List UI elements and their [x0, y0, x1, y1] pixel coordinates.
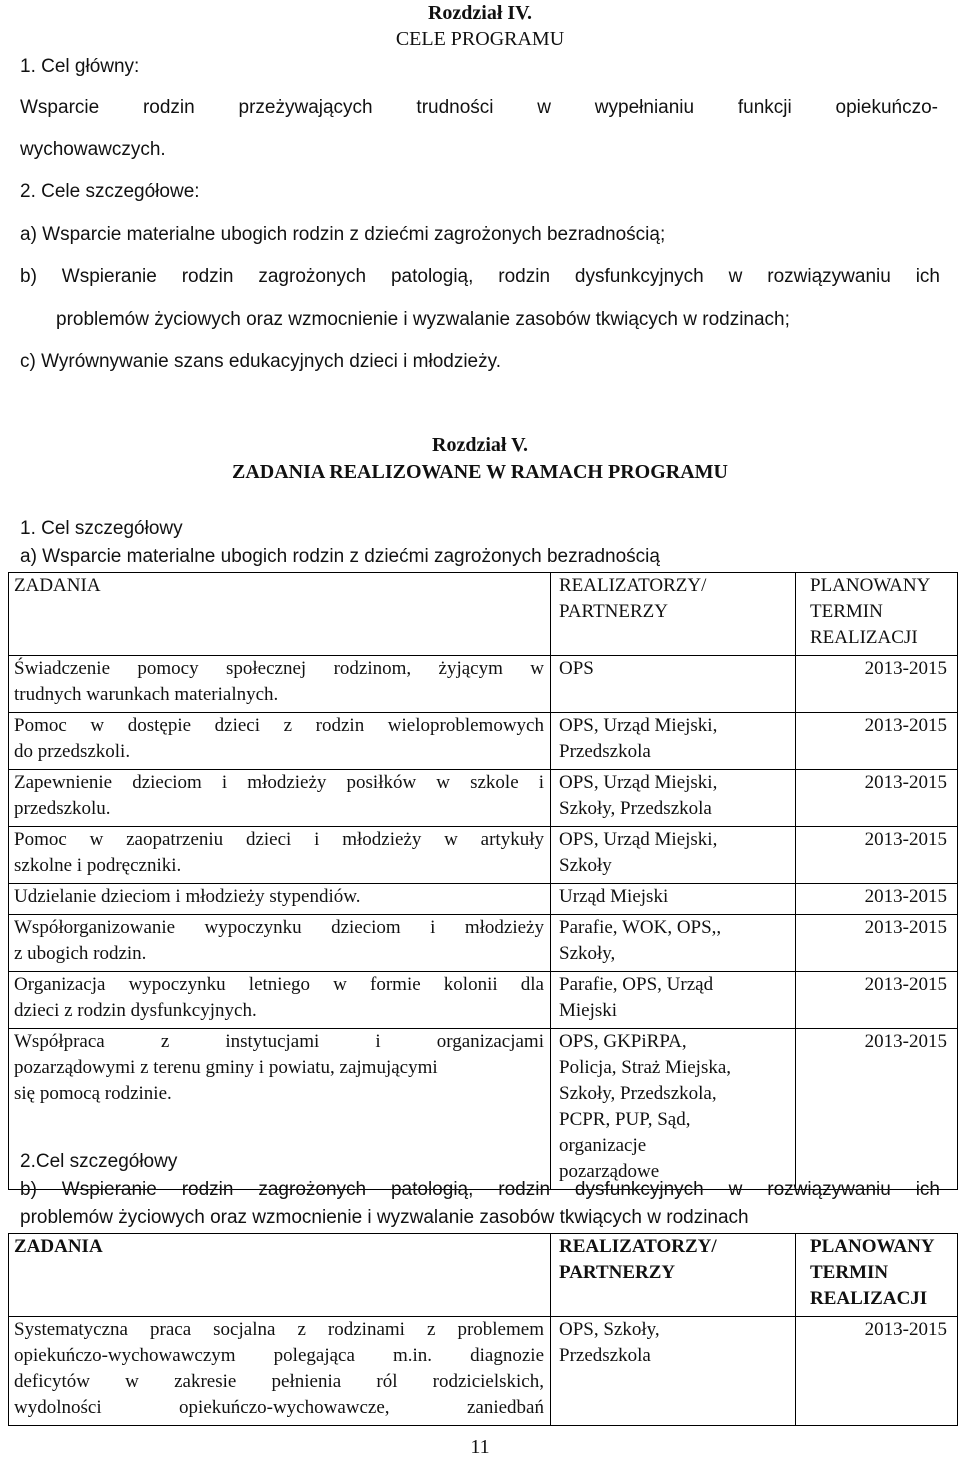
partners-cell: OPS, Urząd Miejski, Przedszkola [551, 713, 796, 770]
term-cell: 2013-2015 [796, 1317, 958, 1426]
chapter-4-title: Rozdział IV. [427, 2, 533, 24]
task-cell: Udzielanie dzieciom i młodzieży stypendiów. [9, 884, 551, 915]
goal-b-line-1: b) Wspieranie rodzin zagrożonych patologią, rodzin dysfunkcyjnych w rozwiązywaniu ich [20, 266, 940, 287]
tasks-table-2 [8, 1233, 958, 1426]
tasks-table-1 [8, 572, 958, 1190]
term-cell: 2013-2015 [796, 770, 958, 827]
header-tasks: ZADANIA [9, 1234, 551, 1317]
header-term: PLANOWANY TERMIN REALIZACJI [796, 573, 958, 656]
partners-cell: OPS [551, 656, 796, 713]
goal-a: a) Wsparcie materialne ubogich rodzin z dziećmi zagrożonych bezradnością; [20, 224, 666, 245]
table-row [9, 656, 958, 713]
section-1-goal: a) Wsparcie materialne ubogich rodzin z dziećmi zagrożonych bezradnością [20, 546, 660, 567]
chapter-5-subtitle: ZADANIA REALIZOWANE W RAMACH PROGRAMU [232, 461, 728, 483]
partners-cell: Urząd Miejski [551, 884, 796, 915]
partners-cell: OPS, Szkoły, Przedszkola [551, 1317, 796, 1426]
table-row [9, 972, 958, 1029]
header-term: PLANOWANY TERMIN REALIZACJI [796, 1234, 958, 1317]
partners-cell: Parafie, OPS, Urząd Miejski [551, 972, 796, 1029]
table-header-row [9, 573, 958, 656]
term-cell: 2013-2015 [796, 827, 958, 884]
table-row [9, 884, 958, 915]
table-row [9, 770, 958, 827]
task-cell: Współorganizowanie wypoczynku dzieciom i młodzieży z ubogich rodzin. [9, 915, 551, 972]
term-cell: 2013-2015 [796, 972, 958, 1029]
term-cell: 2013-2015 [796, 884, 958, 915]
table-row [9, 1317, 958, 1426]
chapter-5-title: Rozdział V. [432, 434, 528, 456]
section-2-goal-line-2: problemów życiowych oraz wzmocnienie i wyzwalanie zasobów tkwiących w rodzinach [20, 1207, 749, 1228]
term-cell: 2013-2015 [796, 915, 958, 972]
main-goal-line-2: wychowawczych. [20, 139, 166, 160]
section-2-goal-line-1: b) Wspieranie rodzin zagrożonych patologią, rodzin dysfunkcyjnych w rozwiązywaniu ich [20, 1179, 940, 1200]
table-row [9, 713, 958, 770]
term-cell: 2013-2015 [796, 656, 958, 713]
task-cell: Systematyczna praca socjalna z rodzinami z problemem opiekuńczo-wychowawczym polegająca m.in. diagnozie deficytów w zakresie pełnienia ról rodzicielskich, wydolności opiekuńczo-wychowawcze, zaniedbań [9, 1317, 551, 1426]
goal-c: c) Wyrównywanie szans edukacyjnych dzieci i młodzieży. [20, 351, 501, 372]
header-tasks: ZADANIA [9, 573, 551, 656]
partners-cell: OPS, GKPiRPA, Policja, Straż Miejska, Szkoły, Przedszkola, PCPR, PUP, Sąd, organizacje pozarządowe [551, 1029, 796, 1190]
task-cell: Świadczenie pomocy społecznej rodzinom, żyjącym w trudnych warunkach materialnych. [9, 656, 551, 713]
task-cell: Pomoc w zaopatrzeniu dzieci i młodzieży w artykuły szkolne i podręczniki. [9, 827, 551, 884]
partners-cell: OPS, Urząd Miejski, Szkoły, Przedszkola [551, 770, 796, 827]
main-goal-label: 1. Cel główny: [20, 56, 140, 77]
task-cell: Organizacja wypoczynku letniego w formie kolonii dla dzieci z rodzin dysfunkcyjnych. [9, 972, 551, 1029]
chapter-4-subtitle: CELE PROGRAMU [395, 28, 565, 50]
task-cell: Zapewnienie dzieciom i młodzieży posiłków w szkole i przedszkolu. [9, 770, 551, 827]
partners-cell: OPS, Urząd Miejski, Szkoły [551, 827, 796, 884]
partners-cell: Parafie, WOK, OPS,, Szkoły, [551, 915, 796, 972]
main-goal-line-1: Wsparcie rodzin przeżywających trudności w wypełnianiu funkcji opiekuńczo- [20, 97, 938, 118]
section-1-label: 1. Cel szczegółowy [20, 518, 183, 539]
table-header-row [9, 1234, 958, 1317]
task-cell: Pomoc w dostępie dzieci z rodzin wieloproblemowych do przedszkoli. [9, 713, 551, 770]
table-row [9, 827, 958, 884]
page-number: 11 [470, 1436, 490, 1458]
table-row [9, 915, 958, 972]
header-partners: REALIZATORZY/ PARTNERZY [551, 573, 796, 656]
goal-b-line-2: problemów życiowych oraz wzmocnienie i wyzwalanie zasobów tkwiących w rodzinach; [56, 309, 790, 330]
task-cell: Współpraca z instytucjami i organizacjami pozarządowymi z terenu gminy i powiatu, zajmującymi się pomocą rodzinie. [9, 1029, 551, 1190]
term-cell: 2013-2015 [796, 713, 958, 770]
section-2-label: 2.Cel szczegółowy [20, 1151, 178, 1172]
detailed-goals-label: 2. Cele szczegółowe: [20, 181, 200, 202]
term-cell: 2013-2015 [796, 1029, 958, 1190]
header-partners: REALIZATORZY/ PARTNERZY [551, 1234, 796, 1317]
